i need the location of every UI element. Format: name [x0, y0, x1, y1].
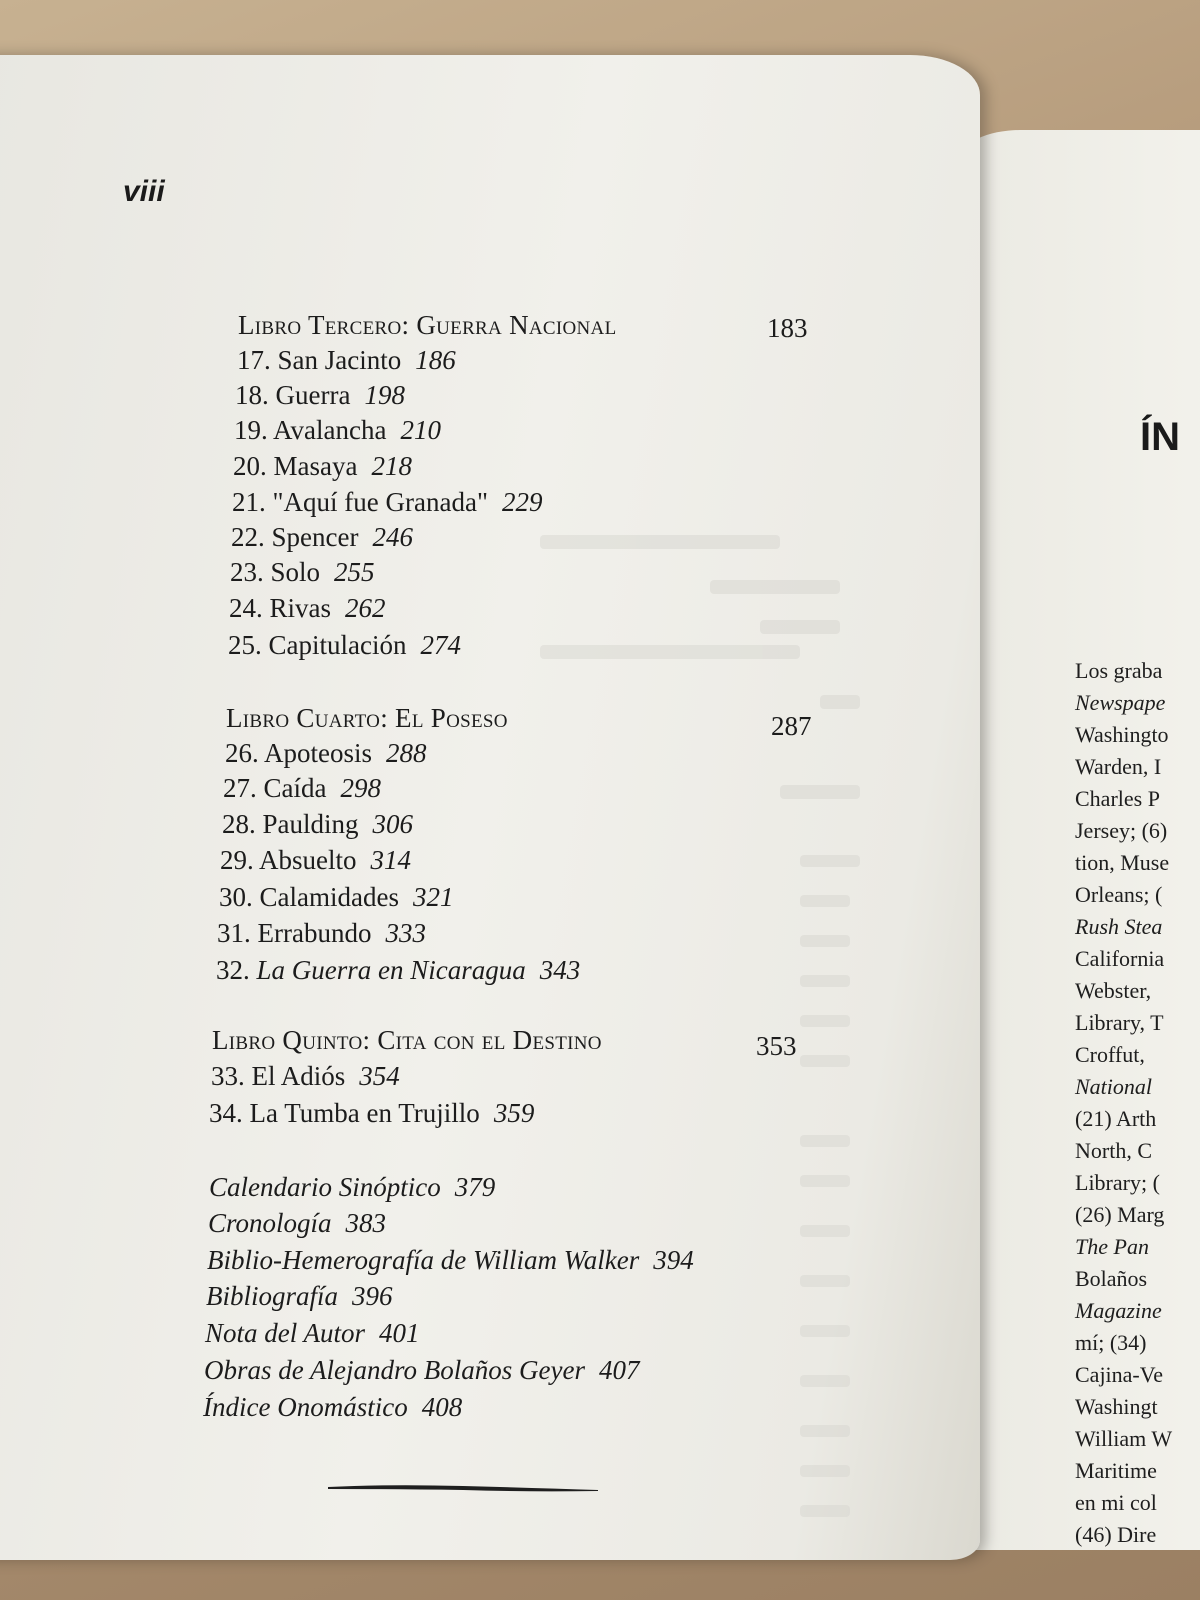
toc-entry	[233, 451, 412, 482]
book-page-number: 287	[771, 711, 812, 741]
toc-entry-page: 359	[493, 1098, 535, 1128]
toc-entry-label: 34. La Tumba en Trujillo	[209, 1098, 480, 1128]
toc-entry-page: 408	[421, 1392, 463, 1422]
right-page-line: William W	[1075, 1426, 1173, 1451]
toc-entry-label: Índice Onomástico	[203, 1392, 408, 1422]
toc-entry	[231, 522, 413, 553]
toc-entry	[209, 1098, 534, 1129]
toc-entry-page: 401	[379, 1318, 420, 1348]
toc-entry-page: 218	[371, 451, 412, 481]
toc-entry-page: 383	[345, 1208, 387, 1238]
right-page-line: Charles P	[1075, 786, 1160, 811]
toc-entry	[222, 809, 413, 840]
toc-entry-label: 19. Avalancha	[234, 415, 387, 445]
right-page-line: Magazine	[1075, 1298, 1162, 1323]
toc-entry-page: 407	[598, 1355, 640, 1385]
right-page-line: Newspape	[1075, 690, 1166, 715]
toc-entry-page: 274	[420, 630, 461, 660]
toc-entry-label: Bibliografía	[206, 1281, 339, 1311]
toc-appendix	[209, 1172, 495, 1203]
toc-entry-label: 32.	[216, 955, 250, 985]
toc-entry	[211, 1061, 400, 1092]
right-page-line: Washingt	[1075, 1394, 1158, 1419]
right-page-line: (21) Arth	[1075, 1106, 1157, 1131]
toc-entry	[216, 955, 580, 986]
right-page-line: Bolaños	[1075, 1266, 1148, 1291]
toc-appendix	[205, 1318, 420, 1349]
toc-entry-page: 396	[352, 1281, 393, 1311]
toc-entry	[225, 738, 427, 769]
book-title: Libro Cuarto: El Poseso	[226, 703, 508, 733]
right-page-line: North, C	[1075, 1138, 1152, 1163]
toc-entry-label: 20. Masaya	[233, 451, 358, 481]
toc-entry-label: 25. Capitulación	[228, 630, 407, 660]
toc-appendix	[203, 1392, 462, 1423]
toc-entry-page: 229	[501, 487, 543, 517]
page-number: viii	[123, 175, 165, 208]
book-page-number: 353	[756, 1031, 797, 1061]
right-page-line: Warden, I	[1075, 754, 1162, 779]
right-page-line: tion, Muse	[1075, 850, 1170, 875]
toc-entry-page: 255	[334, 557, 375, 587]
toc-entry-page: 314	[370, 845, 412, 875]
toc-entry	[220, 845, 411, 876]
toc-entry-page: 333	[385, 918, 426, 948]
toc-entry-label: 28. Paulding	[222, 809, 359, 839]
toc-entry-label: Nota del Autor	[205, 1318, 366, 1348]
right-page-line: Maritime	[1075, 1458, 1157, 1483]
book-title: Libro Quinto: Cita con el Destino	[212, 1025, 602, 1055]
toc-entry-label: Calendario Sinóptico	[209, 1172, 441, 1202]
toc-entry-label: 29. Absuelto	[220, 845, 357, 875]
toc-entry-page: 198	[364, 380, 405, 410]
right-page-line: mí; (34)	[1075, 1330, 1147, 1355]
right-page-line: Orleans; (	[1075, 882, 1163, 907]
right-page-line: The Pan	[1075, 1234, 1149, 1259]
decorative-rule	[328, 1483, 598, 1493]
right-page-heading: ÍN	[1140, 415, 1180, 459]
right-page-line: Jersey; (6)	[1075, 818, 1168, 843]
toc-entry-label: Cronología	[208, 1208, 332, 1238]
toc-entry-page: 262	[345, 593, 386, 623]
toc-entry-page: 246	[372, 522, 413, 552]
toc-entry-page: 394	[653, 1245, 694, 1275]
toc-appendix	[204, 1355, 639, 1386]
left-page	[0, 55, 980, 1560]
toc-entry-page: 306	[372, 809, 414, 839]
right-page-line: California	[1075, 946, 1165, 971]
toc-entry-page: 186	[415, 345, 456, 375]
toc-entry-page: 379	[454, 1172, 496, 1202]
right-page-line: Cajina-Ve	[1075, 1362, 1163, 1387]
toc-entry	[230, 557, 375, 588]
toc-entry-label: 30. Calamidades	[219, 882, 399, 912]
toc-entry-label: 24. Rivas	[229, 593, 332, 623]
toc-appendix	[208, 1208, 386, 1239]
toc-entry-page: 354	[359, 1061, 400, 1091]
toc-entry	[237, 345, 456, 376]
toc-entry-label: Obras de Alejandro Bolaños Geyer	[204, 1355, 585, 1385]
toc-appendix	[206, 1281, 393, 1312]
toc-entry-label: 27. Caída	[223, 773, 327, 803]
toc-entry-label: 33. El Adiós	[211, 1061, 346, 1091]
toc-entry	[223, 773, 381, 804]
right-page-line: Croffut,	[1075, 1042, 1145, 1067]
toc-entry-label: 18. Guerra	[235, 380, 351, 410]
toc-entry	[235, 380, 405, 411]
toc-entry	[219, 882, 453, 913]
toc-entry	[229, 593, 386, 624]
toc-appendix	[207, 1245, 694, 1276]
toc-entry-label: Biblio-Hemerografía de William Walker	[207, 1245, 640, 1275]
toc-entry-label-italic: La Guerra en Nicaragua	[256, 955, 526, 985]
right-page-line: Rush Stea	[1075, 914, 1163, 939]
right-page-line: Washingto	[1075, 722, 1169, 747]
toc-entry	[228, 630, 461, 661]
right-page-line: Library, T	[1075, 1010, 1164, 1035]
toc-entry-page: 210	[400, 415, 441, 445]
book-page-number: 183	[767, 313, 808, 343]
toc-entry	[234, 415, 441, 446]
book-title: Libro Tercero: Guerra Nacional	[238, 310, 617, 340]
toc-entry-label: 26. Apoteosis	[225, 738, 373, 768]
right-page-line: Library; (	[1075, 1170, 1160, 1195]
toc-entry-label: 17. San Jacinto	[237, 345, 402, 375]
right-page-line: (26) Marg	[1075, 1202, 1165, 1227]
toc-entry-page: 343	[539, 955, 581, 985]
right-page	[960, 130, 1200, 1550]
right-page-line: National	[1075, 1074, 1153, 1099]
right-page-line: Webster,	[1075, 978, 1152, 1003]
right-page-line: Los graba	[1075, 658, 1163, 683]
toc-entry-label: 22. Spencer	[231, 522, 359, 552]
toc-entry	[217, 918, 426, 949]
toc-entry-label: 23. Solo	[230, 557, 321, 587]
toc-entry-page: 288	[386, 738, 427, 768]
right-page-line: (46) Dire	[1075, 1522, 1157, 1547]
toc-entry	[232, 487, 542, 518]
toc-entry-page: 321	[412, 882, 454, 912]
toc-entry-page: 298	[340, 773, 381, 803]
table-of-contents	[0, 55, 980, 1560]
toc-entry-label: 31. Errabundo	[217, 918, 372, 948]
toc-entry-label: 21. "Aquí fue Granada"	[232, 487, 488, 517]
right-page-line: en mi col	[1075, 1490, 1157, 1515]
